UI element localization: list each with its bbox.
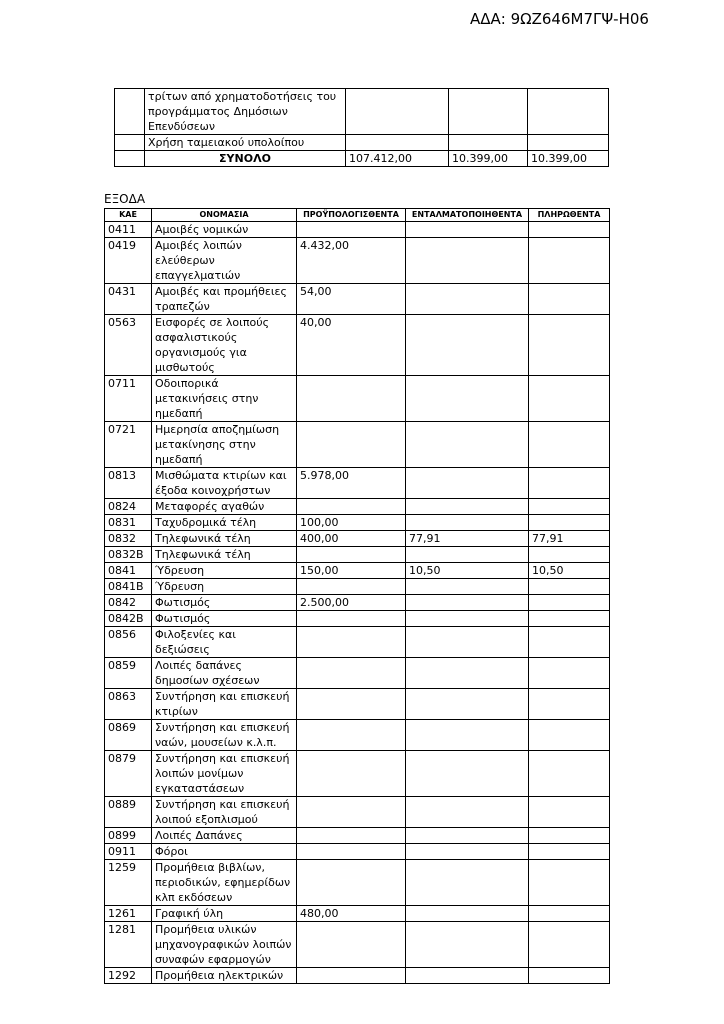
name-cell: Ύδρευση: [152, 563, 297, 579]
paid-cell: [529, 860, 610, 906]
table-row: [115, 135, 609, 151]
paid-cell: [529, 376, 610, 422]
table-cell: [346, 135, 449, 151]
table-row: [105, 720, 610, 751]
budget-cell: [297, 797, 406, 828]
table-cell: [528, 135, 609, 151]
total-label: ΣΥΝΟΛΟ: [145, 151, 346, 167]
table-row: [105, 238, 610, 284]
paid-cell: [529, 222, 610, 238]
budget-cell: [297, 547, 406, 563]
warrant-cell: [406, 658, 529, 689]
warrant-cell: [406, 595, 529, 611]
table-row: [105, 499, 610, 515]
name-cell: Αμοιβές και προμήθειες τραπεζών: [152, 284, 297, 315]
paid-cell: [529, 922, 610, 968]
name-cell: Αμοιβές λοιπών ελεύθερων επαγγελματιών: [152, 238, 297, 284]
name-cell: Φόροι: [152, 844, 297, 860]
paid-cell: [529, 627, 610, 658]
paid-cell: [529, 499, 610, 515]
name-cell: Μεταφορές αγαθών: [152, 499, 297, 515]
paid-cell: [529, 828, 610, 844]
warrant-cell: [406, 284, 529, 315]
warrant-cell: [406, 547, 529, 563]
kae-cell: 0869: [105, 720, 152, 751]
column-header: ΠΛΗΡΩΘΕΝΤΑ: [529, 209, 610, 222]
warrant-cell: [406, 751, 529, 797]
table-cell: [449, 89, 528, 135]
kae-cell: 0711: [105, 376, 152, 422]
budget-cell: [297, 499, 406, 515]
paid-cell: [529, 844, 610, 860]
column-header: ΠΡΟΫΠΟΛΟΓΙΣΘΕΝΤΑ: [297, 209, 406, 222]
warrant-cell: [406, 422, 529, 468]
name-cell: Φωτισμός: [152, 611, 297, 627]
budget-cell: [297, 720, 406, 751]
warrant-cell: [406, 797, 529, 828]
paid-cell: 10,50: [529, 563, 610, 579]
kae-cell: 0911: [105, 844, 152, 860]
warrant-cell: 10,50: [406, 563, 529, 579]
name-cell: Τηλεφωνικά τέλη: [152, 531, 297, 547]
budget-cell: [297, 751, 406, 797]
name-cell: Προμήθεια ηλεκτρικών: [152, 968, 297, 984]
warrant-cell: [406, 720, 529, 751]
paid-cell: [529, 315, 610, 376]
kae-cell: 0842: [105, 595, 152, 611]
warrant-cell: [406, 611, 529, 627]
warrant-cell: [406, 860, 529, 906]
table-row: [105, 906, 610, 922]
paid-cell: [529, 797, 610, 828]
table-row: [105, 689, 610, 720]
table-row: [105, 828, 610, 844]
name-cell: Προμήθεια υλικών μηχανογραφικών λοιπών συναφών εφαρμογών: [152, 922, 297, 968]
kae-cell: 0721: [105, 422, 152, 468]
name-cell: Συντήρηση και επισκευή ναών, μουσείων κ.λ.π.: [152, 720, 297, 751]
kae-cell: 0841: [105, 563, 152, 579]
warrant-cell: [406, 515, 529, 531]
table-cell: [528, 89, 609, 135]
paid-cell: [529, 906, 610, 922]
budget-cell: 40,00: [297, 315, 406, 376]
warrant-cell: [406, 499, 529, 515]
warrant-cell: [406, 222, 529, 238]
warrant-cell: [406, 906, 529, 922]
row-label: Χρήση ταμειακού υπολοίπου: [145, 135, 346, 151]
kae-cell: 0832: [105, 531, 152, 547]
table-row: [105, 658, 610, 689]
expenses-table: [104, 208, 610, 984]
budget-cell: [297, 422, 406, 468]
paid-cell: [529, 422, 610, 468]
table-row: [105, 797, 610, 828]
warrant-cell: [406, 844, 529, 860]
name-cell: Μισθώματα κτιρίων και έξοδα κοινοχρήστων: [152, 468, 297, 499]
budget-cell: [297, 689, 406, 720]
table-row: [105, 422, 610, 468]
table-row: [105, 860, 610, 906]
table-row: [105, 595, 610, 611]
total-value: 10.399,00: [528, 151, 609, 167]
paid-cell: [529, 515, 610, 531]
budget-cell: [297, 922, 406, 968]
paid-cell: [529, 751, 610, 797]
name-cell: Προμήθεια βιβλίων, περιοδικών, εφημερίδων κλπ εκδόσεων: [152, 860, 297, 906]
budget-cell: 5.978,00: [297, 468, 406, 499]
table-row: [105, 376, 610, 422]
column-header: ΟΝΟΜΑΣΙΑ: [152, 209, 297, 222]
table-row: [105, 531, 610, 547]
kae-cell: 1292: [105, 968, 152, 984]
paid-cell: [529, 468, 610, 499]
table-cell: [115, 151, 145, 167]
budget-cell: 54,00: [297, 284, 406, 315]
name-cell: Λοιπές δαπάνες δημοσίων σχέσεων: [152, 658, 297, 689]
table-cell: [115, 89, 145, 135]
table-row: [105, 515, 610, 531]
warrant-cell: [406, 627, 529, 658]
budget-cell: 4.432,00: [297, 238, 406, 284]
name-cell: Λοιπές Δαπάνες: [152, 828, 297, 844]
warrant-cell: [406, 689, 529, 720]
warrant-cell: [406, 238, 529, 284]
budget-cell: 400,00: [297, 531, 406, 547]
table-cell: [449, 135, 528, 151]
budget-cell: 2.500,00: [297, 595, 406, 611]
kae-cell: 0411: [105, 222, 152, 238]
kae-cell: 0431: [105, 284, 152, 315]
kae-cell: 1281: [105, 922, 152, 968]
budget-cell: [297, 844, 406, 860]
paid-cell: [529, 595, 610, 611]
row-label: τρίτων από χρηματοδοτήσεις του προγράμματος Δημόσιων Επενδύσεων: [145, 89, 346, 135]
total-value: 107.412,00: [346, 151, 449, 167]
table-row: [105, 968, 610, 984]
name-cell: Φωτισμός: [152, 595, 297, 611]
total-value: 10.399,00: [449, 151, 528, 167]
table-row: [105, 222, 610, 238]
paid-cell: 77,91: [529, 531, 610, 547]
kae-cell: 1261: [105, 906, 152, 922]
name-cell: Οδοιπορικά μετακινήσεις στην ημεδαπή: [152, 376, 297, 422]
kae-cell: 0859: [105, 658, 152, 689]
budget-cell: 480,00: [297, 906, 406, 922]
kae-cell: 0563: [105, 315, 152, 376]
name-cell: Συντήρηση και επισκευή λοιπών μονίμων εγκαταστάσεων: [152, 751, 297, 797]
paid-cell: [529, 284, 610, 315]
warrant-cell: [406, 579, 529, 595]
paid-cell: [529, 968, 610, 984]
kae-cell: 0863: [105, 689, 152, 720]
kae-cell: 1259: [105, 860, 152, 906]
paid-cell: [529, 611, 610, 627]
income-table: [114, 88, 609, 167]
warrant-cell: [406, 376, 529, 422]
warrant-cell: [406, 968, 529, 984]
paid-cell: [529, 720, 610, 751]
kae-cell: 0419: [105, 238, 152, 284]
paid-cell: [529, 689, 610, 720]
kae-cell: 0899: [105, 828, 152, 844]
kae-cell: 0856: [105, 627, 152, 658]
name-cell: Γραφική ύλη: [152, 906, 297, 922]
name-cell: Ημερησία αποζημίωση μετακίνησης στην ημεδαπή: [152, 422, 297, 468]
budget-cell: [297, 658, 406, 689]
name-cell: Αμοιβές νομικών: [152, 222, 297, 238]
warrant-cell: [406, 922, 529, 968]
kae-cell: 0842Β: [105, 611, 152, 627]
expenses-title: ΕΞΟΔΑ: [104, 192, 146, 206]
name-cell: Συντήρηση και επισκευή λοιπού εξοπλισμού: [152, 797, 297, 828]
kae-cell: 0841Β: [105, 579, 152, 595]
warrant-cell: [406, 315, 529, 376]
table-row: [105, 563, 610, 579]
name-cell: Τηλεφωνικά τέλη: [152, 547, 297, 563]
kae-cell: 0824: [105, 499, 152, 515]
table-row: [105, 284, 610, 315]
table-row: [105, 922, 610, 968]
name-cell: Ύδρευση: [152, 579, 297, 595]
name-cell: Ταχυδρομικά τέλη: [152, 515, 297, 531]
paid-cell: [529, 658, 610, 689]
name-cell: Φιλοξενίες και δεξιώσεις: [152, 627, 297, 658]
table-row: [115, 89, 609, 135]
kae-cell: 0831: [105, 515, 152, 531]
warrant-cell: [406, 468, 529, 499]
column-header: ΕΝΤΑΛΜΑΤΟΠΟΙΗΘΕΝΤΑ: [406, 209, 529, 222]
budget-cell: [297, 376, 406, 422]
table-row: [105, 468, 610, 499]
paid-cell: [529, 547, 610, 563]
column-header: ΚΑΕ: [105, 209, 152, 222]
table-row: [105, 579, 610, 595]
warrant-cell: 77,91: [406, 531, 529, 547]
table-cell: [115, 135, 145, 151]
table-row: [105, 627, 610, 658]
header-row: [105, 209, 610, 222]
table-row: [105, 844, 610, 860]
budget-cell: 150,00: [297, 563, 406, 579]
name-cell: Εισφορές σε λοιπούς ασφαλιστικούς οργανισμούς για μισθωτούς: [152, 315, 297, 376]
table-row: [105, 547, 610, 563]
budget-cell: [297, 627, 406, 658]
table-row: [105, 751, 610, 797]
budget-cell: [297, 222, 406, 238]
kae-cell: 0889: [105, 797, 152, 828]
table-row: [105, 611, 610, 627]
name-cell: Συντήρηση και επισκευή κτιρίων: [152, 689, 297, 720]
paid-cell: [529, 238, 610, 284]
kae-cell: 0879: [105, 751, 152, 797]
total-row: [115, 151, 609, 167]
budget-cell: 100,00: [297, 515, 406, 531]
ada-code: ΑΔΑ: 9ΩΖ646Μ7ΓΨ-Η06: [470, 10, 649, 28]
budget-cell: [297, 611, 406, 627]
paid-cell: [529, 579, 610, 595]
budget-cell: [297, 828, 406, 844]
budget-cell: [297, 968, 406, 984]
kae-cell: 0813: [105, 468, 152, 499]
table-cell: [346, 89, 449, 135]
budget-cell: [297, 860, 406, 906]
warrant-cell: [406, 828, 529, 844]
budget-cell: [297, 579, 406, 595]
table-row: [105, 315, 610, 376]
kae-cell: 0832Β: [105, 547, 152, 563]
